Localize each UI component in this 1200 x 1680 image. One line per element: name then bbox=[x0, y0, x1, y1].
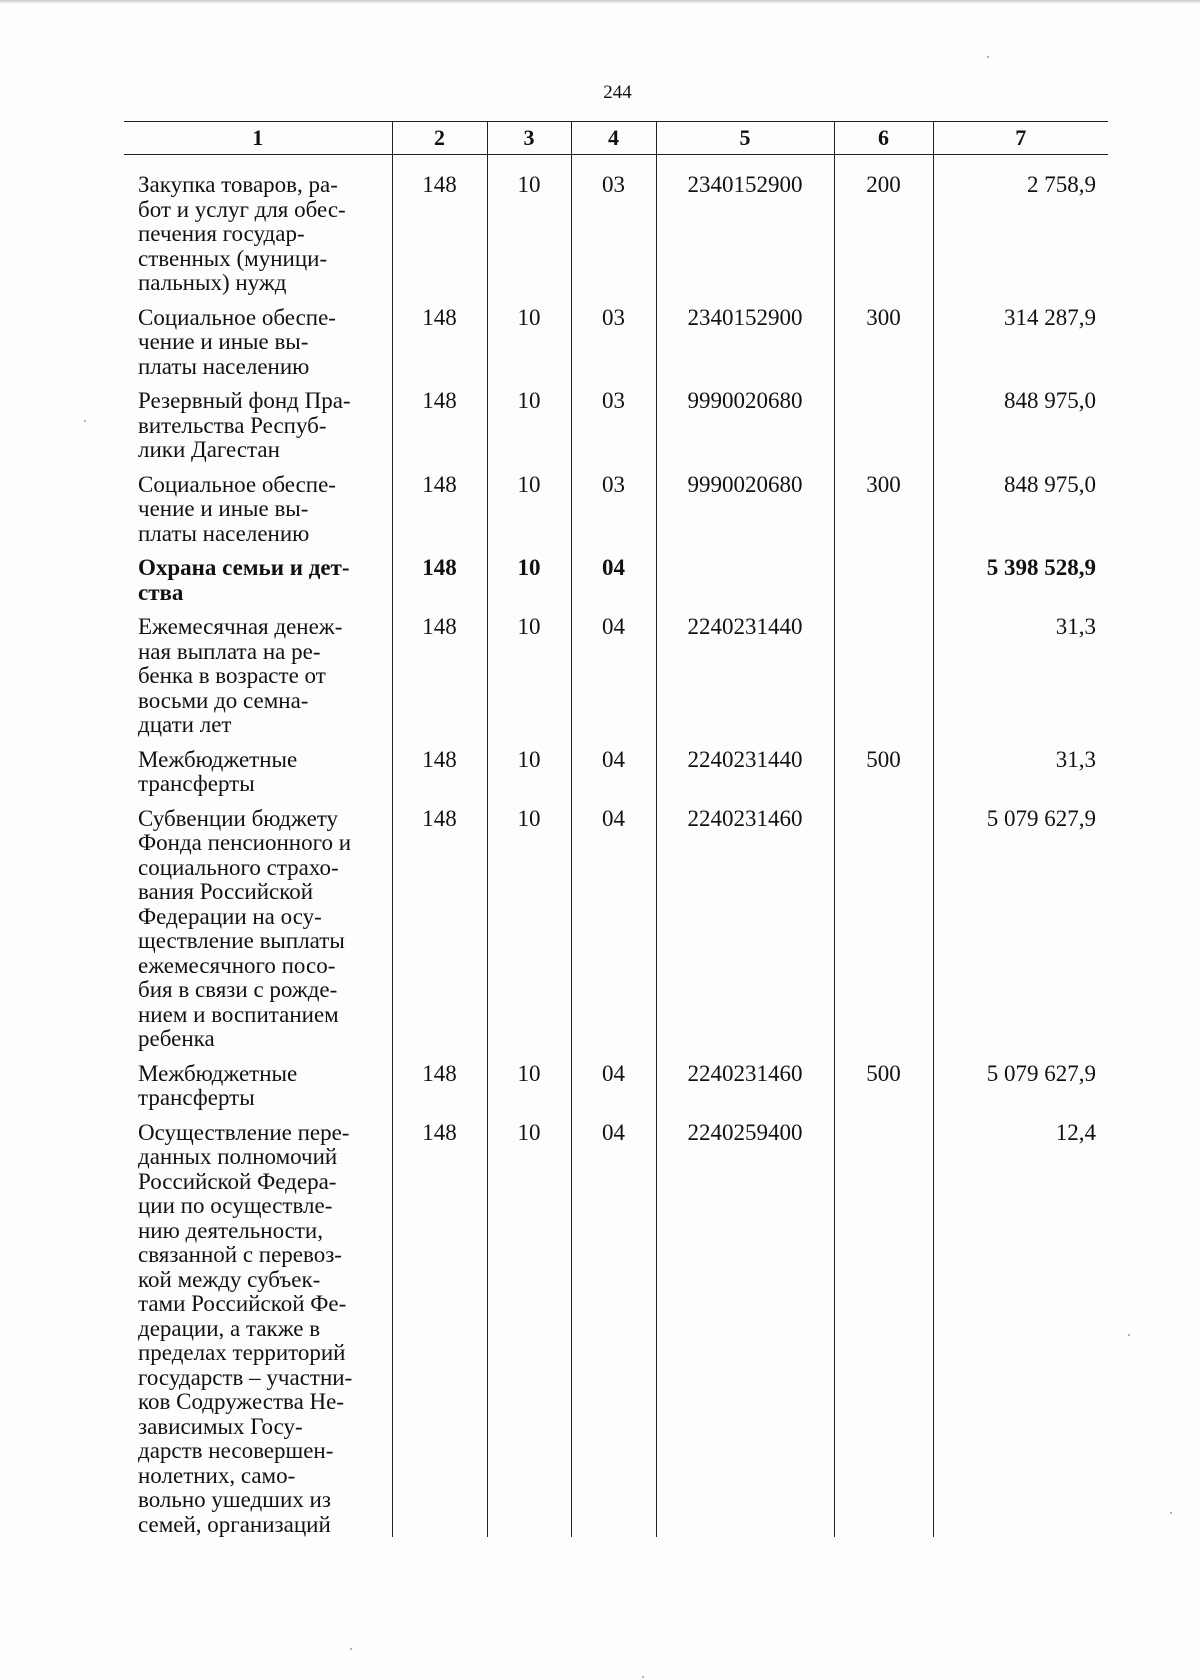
cell-subsection: 04 bbox=[571, 807, 656, 1062]
cell-ministry: 148 bbox=[392, 807, 487, 1062]
table-row bbox=[124, 173, 1108, 306]
row-name: Ежемесячная денеж- ная выплата на ре- бенка в возрасте от восьми до семна- дцати лет bbox=[138, 614, 343, 737]
scan-edge bbox=[0, 0, 1200, 4]
cell-target-code: 2340152900 bbox=[656, 173, 834, 306]
cell-expense-type: 300 bbox=[834, 306, 933, 390]
cell-subsection: 04 bbox=[571, 1121, 656, 1538]
cell-ministry: 148 bbox=[392, 1121, 487, 1538]
table-spacer bbox=[124, 155, 1108, 174]
row-name: Социальное обеспе- чение и иные вы- платы населению bbox=[138, 304, 336, 379]
cell-section: 10 bbox=[487, 1062, 571, 1121]
table-row bbox=[124, 473, 1108, 557]
cell-section: 10 bbox=[487, 389, 571, 473]
cell-amount: 848 975,0 bbox=[933, 473, 1108, 557]
cell-expense-type: 200 bbox=[834, 173, 933, 306]
cell-expense-type bbox=[834, 556, 933, 615]
cell-subsection: 04 bbox=[571, 556, 656, 615]
cell-amount: 5 398 528,9 bbox=[933, 556, 1108, 615]
cell-amount: 12,4 bbox=[933, 1121, 1108, 1538]
cell-expense-type bbox=[834, 389, 933, 473]
cell-target-code bbox=[656, 556, 834, 615]
row-name: Осуществление пере- данных полномочий Российской Федера- ции по осуществле- нию деятельности, связанной с перевоз- кой между субъек- тами Российской Фе- дерации, а также в пределах территорий государств – участни- ков Содружества Не- зависимых Госу- дарств несовершен- нолетних, само- вольно ушедших из семей, организаций bbox=[138, 1119, 353, 1537]
table-row bbox=[124, 389, 1108, 473]
row-name: Охрана семьи и дет- ства bbox=[138, 555, 350, 605]
column-header: 1 bbox=[124, 122, 392, 155]
row-name: Межбюджетные трансферты bbox=[138, 1060, 298, 1110]
cell-amount: 848 975,0 bbox=[933, 389, 1108, 473]
cell-amount: 5 079 627,9 bbox=[933, 807, 1108, 1062]
table-row bbox=[124, 748, 1108, 807]
cell-expense-type bbox=[834, 1121, 933, 1538]
cell-target-code: 9990020680 bbox=[656, 473, 834, 557]
cell-expense-type bbox=[834, 615, 933, 748]
cell-subsection: 04 bbox=[571, 1062, 656, 1121]
cell-section: 10 bbox=[487, 1121, 571, 1538]
cell-amount: 31,3 bbox=[933, 748, 1108, 807]
row-name: Субвенции бюджету Фонда пенсионного и социального страхо- вания Российской Федерации на осу- ществление выплаты ежемесячного посо- бия в связи с рожде- нием и воспитанием ребенка bbox=[138, 805, 352, 1051]
cell-target-code: 2240231460 bbox=[656, 807, 834, 1062]
cell-ministry: 148 bbox=[392, 556, 487, 615]
cell-target-code: 9990020680 bbox=[656, 389, 834, 473]
column-header: 7 bbox=[933, 122, 1108, 155]
cell-section: 10 bbox=[487, 473, 571, 557]
table-row bbox=[124, 1121, 1108, 1538]
table-row bbox=[124, 1062, 1108, 1121]
cell-target-code: 2240259400 bbox=[656, 1121, 834, 1538]
cell-target-code: 2240231440 bbox=[656, 748, 834, 807]
column-header: 4 bbox=[571, 122, 656, 155]
cell-expense-type: 500 bbox=[834, 1062, 933, 1121]
cell-expense-type bbox=[834, 807, 933, 1062]
cell-subsection: 03 bbox=[571, 473, 656, 557]
cell-subsection: 03 bbox=[571, 389, 656, 473]
cell-section: 10 bbox=[487, 306, 571, 390]
row-name: Межбюджетные трансферты bbox=[138, 746, 298, 796]
column-header: 2 bbox=[392, 122, 487, 155]
row-name: Резервный фонд Пра- вительства Респуб- лики Дагестан bbox=[138, 388, 351, 462]
budget-table bbox=[124, 121, 1108, 1537]
cell-target-code: 2340152900 bbox=[656, 306, 834, 390]
table-row bbox=[124, 306, 1108, 390]
cell-section: 10 bbox=[487, 807, 571, 1062]
scan-speck bbox=[1128, 1334, 1130, 1336]
scan-speck bbox=[84, 420, 86, 422]
cell-section: 10 bbox=[487, 556, 571, 615]
cell-amount: 314 287,9 bbox=[933, 306, 1108, 390]
cell-target-code: 2240231440 bbox=[656, 615, 834, 748]
cell-section: 10 bbox=[487, 748, 571, 807]
scan-speck bbox=[1170, 1512, 1172, 1514]
cell-subsection: 03 bbox=[571, 306, 656, 390]
scan-speck bbox=[350, 1648, 352, 1650]
cell-subsection: 03 bbox=[571, 173, 656, 306]
cell-expense-type: 300 bbox=[834, 473, 933, 557]
cell-amount: 31,3 bbox=[933, 615, 1108, 748]
cell-ministry: 148 bbox=[392, 389, 487, 473]
cell-ministry: 148 bbox=[392, 1062, 487, 1121]
cell-ministry: 148 bbox=[392, 615, 487, 748]
cell-subsection: 04 bbox=[571, 615, 656, 748]
table-header-row bbox=[124, 122, 1108, 155]
table-row bbox=[124, 615, 1108, 748]
row-name: Закупка товаров, ра- бот и услуг для обес- печения государ- ственных (муници- пальных) нужд bbox=[138, 172, 346, 295]
cell-expense-type: 500 bbox=[834, 748, 933, 807]
cell-ministry: 148 bbox=[392, 306, 487, 390]
cell-subsection: 04 bbox=[571, 748, 656, 807]
cell-target-code: 2240231460 bbox=[656, 1062, 834, 1121]
cell-ministry: 148 bbox=[392, 473, 487, 557]
scan-speck bbox=[642, 1676, 644, 1678]
cell-amount: 2 758,9 bbox=[933, 173, 1108, 306]
column-header: 5 bbox=[656, 122, 834, 155]
cell-ministry: 148 bbox=[392, 173, 487, 306]
column-header: 3 bbox=[487, 122, 571, 155]
cell-ministry: 148 bbox=[392, 748, 487, 807]
column-header: 6 bbox=[834, 122, 933, 155]
cell-section: 10 bbox=[487, 615, 571, 748]
table-row bbox=[124, 807, 1108, 1062]
cell-section: 10 bbox=[487, 173, 571, 306]
row-name: Социальное обеспе- чение и иные вы- платы населению bbox=[138, 471, 336, 546]
page-number: 244 bbox=[603, 82, 632, 103]
scan-speck bbox=[987, 56, 989, 58]
table-row-section bbox=[124, 556, 1108, 615]
cell-amount: 5 079 627,9 bbox=[933, 1062, 1108, 1121]
